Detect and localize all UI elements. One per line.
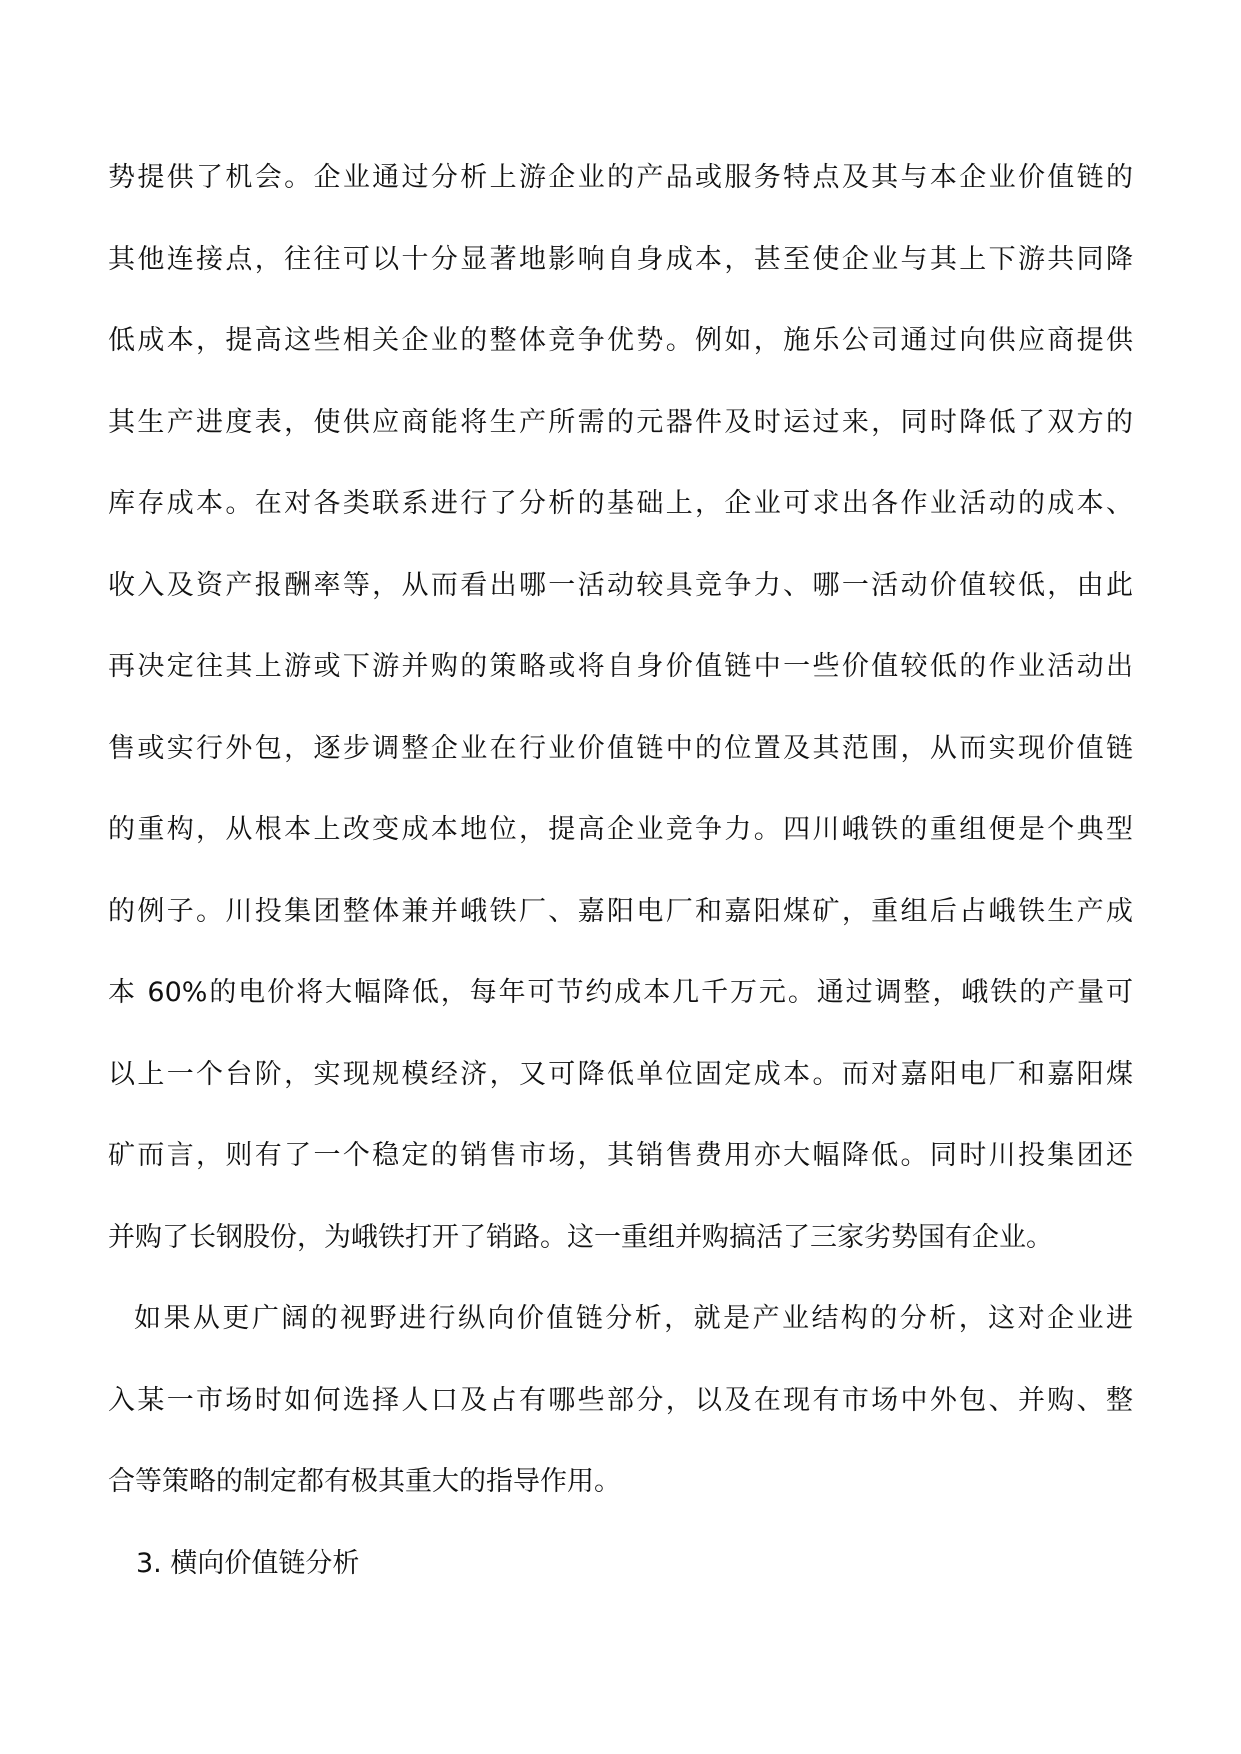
text-line: 收入及资产报酬率等，从而看出哪一活动较具竞争力、哪一活动价值较低，由此 — [108, 569, 1133, 601]
text-line: 入某一市场时如何选择人口及占有哪些部分，以及在现有市场中外包、并购、整 — [108, 1384, 1133, 1416]
text-line-indented: 如果从更广阔的视野进行纵向价值链分析，就是产业结构的分析，这对企业进 — [134, 1303, 1133, 1334]
text-line: 售或实行外包，逐步调整企业在行业价值链中的位置及其范围，从而实现价值链 — [108, 732, 1133, 764]
text-line: 其生产进度表，使供应商能将生产所需的元器件及时运过来，同时降低了双方的 — [108, 406, 1133, 438]
text-line: 以上一个台阶，实现规模经济，又可降低单位固定成本。而对嘉阳电厂和嘉阳煤 — [108, 1058, 1133, 1090]
text-line: 本 60%的电价将大幅降低，每年可节约成本几千万元。通过调整，峨铁的产量可 — [108, 977, 1133, 1008]
text-line: 势提供了机会。企业通过分析上游企业的产品或服务特点及其与本企业价值链的 — [108, 162, 1133, 193]
text-line: 的例子。川投集团整体兼并峨铁厂、嘉阳电厂和嘉阳煤矿，重组后占峨铁生产成 — [108, 895, 1133, 927]
text-line-last: 并购了长钢股份，为峨铁打开了销路。这一重组并购搞活了三家劣势国有企业。 — [108, 1221, 1053, 1253]
text-line: 再决定往其上游或下游并购的策略或将自身价值链中一些价值较低的作业活动出 — [108, 651, 1133, 682]
text-line: 的重构，从根本上改变成本地位，提高企业竞争力。四川峨铁的重组便是个典型 — [108, 814, 1133, 845]
text-line-last: 合等策略的制定都有极其重大的指导作用。 — [108, 1466, 621, 1497]
text-line: 其他连接点，往往可以十分显著地影响自身成本，甚至使企业与其上下游共同降 — [108, 243, 1133, 275]
text-line: 库存成本。在对各类联系进行了分析的基础上，企业可求出各作业活动的成本、 — [108, 488, 1133, 519]
text-line: 矿而言，则有了一个稳定的销售市场，其销售费用亦大幅降低。同时川投集团还 — [108, 1140, 1133, 1171]
section-heading: 3. 横向价值链分析 — [136, 1547, 360, 1579]
document-body — [108, 160, 1133, 1627]
text-line: 低成本，提高这些相关企业的整体竞争优势。例如，施乐公司通过向供应商提供 — [108, 325, 1133, 356]
